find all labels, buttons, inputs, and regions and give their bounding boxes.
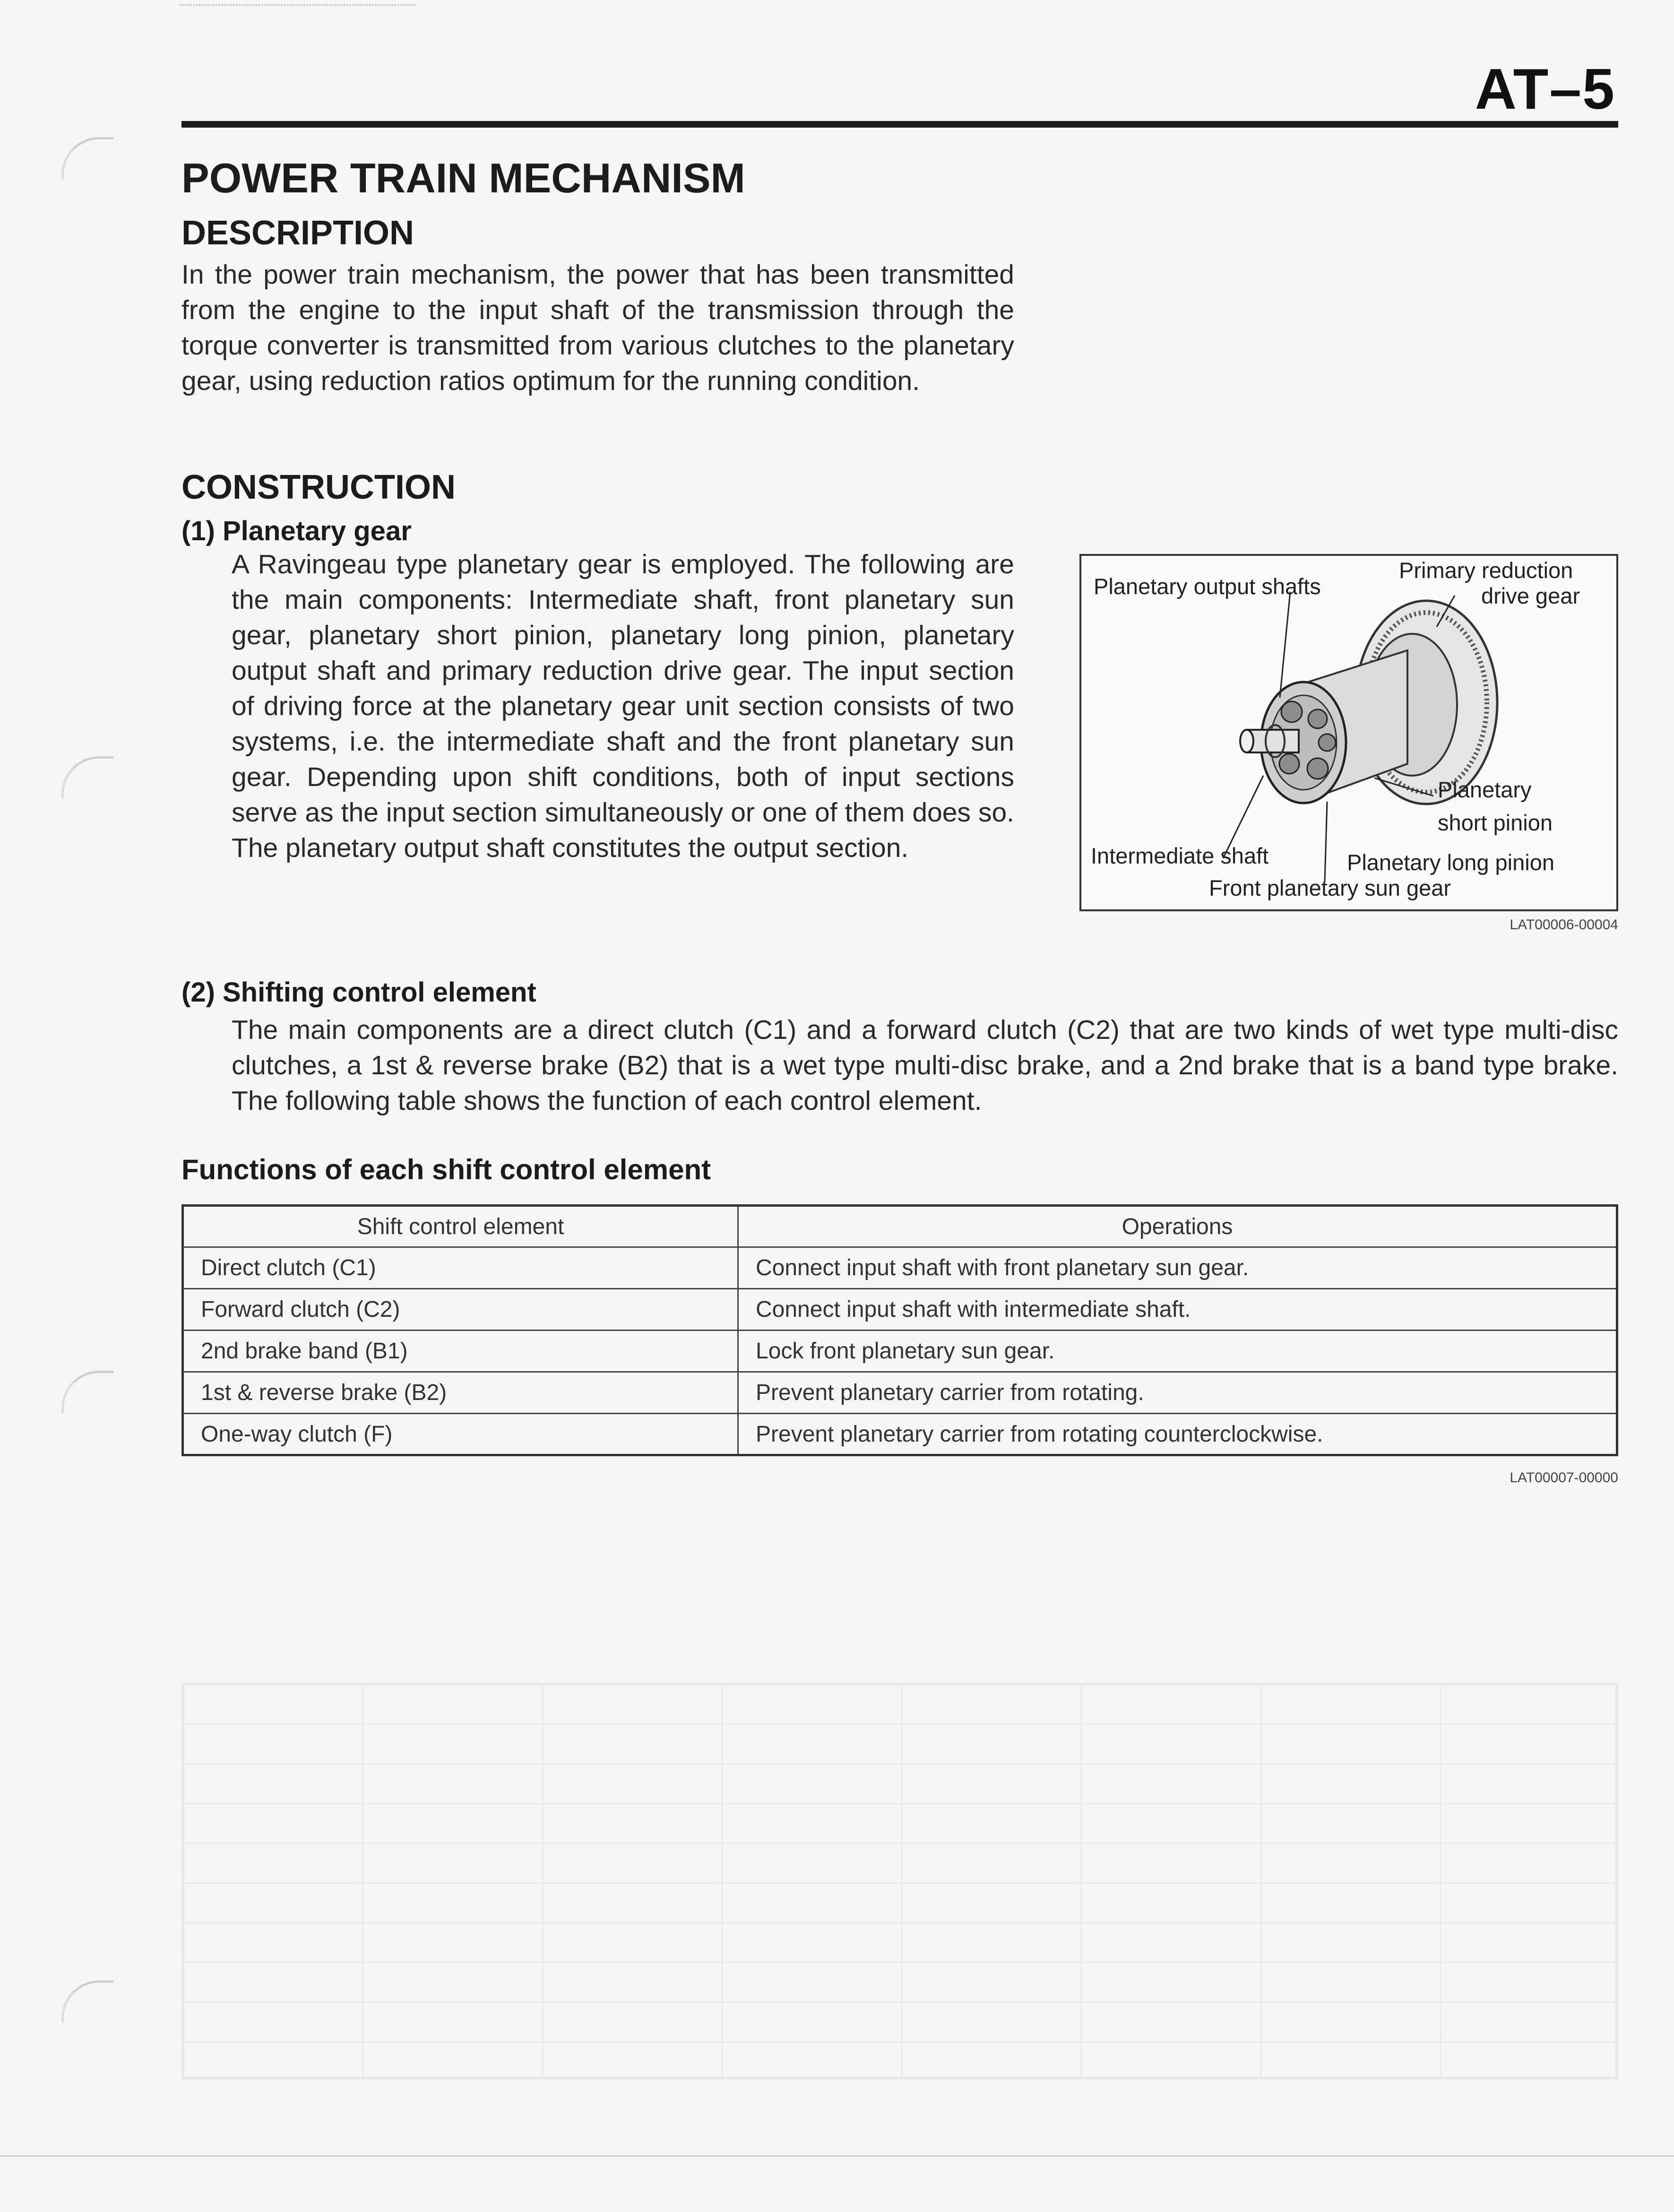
element-cell: 1st & reverse brake (B2) bbox=[183, 1372, 738, 1414]
table-title: Functions of each shift control element bbox=[181, 1154, 711, 1185]
operation-cell: Connect input shaft with intermediate shaft. bbox=[738, 1289, 1617, 1331]
description-body: In the power train mechanism, the power that has been transmitted from the engine to the input shaft of the transmission through the torque converter is transmitted from various clutches to the planetary gear, using reduction ratios optimum for the running condition. bbox=[181, 259, 1014, 396]
figure-code: LAT00006-00004 bbox=[1510, 917, 1618, 933]
table-row bbox=[183, 1331, 1617, 1372]
operation-cell: Prevent planetary carrier from rotating counterclockwise. bbox=[738, 1414, 1617, 1455]
table-row bbox=[183, 1247, 1617, 1289]
label-output-shafts: Planetary output shafts bbox=[1094, 574, 1321, 599]
label-primary-reduction-line1: Primary reduction bbox=[1399, 558, 1573, 583]
table-row bbox=[183, 1289, 1617, 1331]
planetary-gear-body: A Ravingeau type planetary gear is employed. The following are the main components: Intermediate shaft, front planetary sun gear, planetary short pinion, planetary long pinion, planetary output shaft and primary reduction drive gear. The input section of driving force at the planetary gear unit section consists of two systems, i.e. the intermediate shaft and the front planetary sun gear. Depending upon shift conditions, both of input sections serve as the input section simultaneously or one of them does so. The planetary output shaft constitutes the output section. bbox=[232, 549, 1014, 863]
intermediate-shaft-shape bbox=[1247, 730, 1299, 752]
description-heading: DESCRIPTION bbox=[181, 214, 414, 252]
element-cell: 2nd brake band (B1) bbox=[183, 1331, 738, 1372]
planetary-gear-heading: (1) Planetary gear bbox=[181, 516, 412, 546]
label-intermediate-shaft: Intermediate shaft bbox=[1091, 843, 1269, 868]
header-shift-control-element: Shift control element bbox=[183, 1206, 738, 1247]
top-scan-mark bbox=[180, 0, 416, 6]
show-through-table bbox=[181, 1683, 1618, 2080]
shifting-control-heading: (2) Shifting control element bbox=[181, 977, 536, 1008]
label-sun-gear: Front planetary sun gear bbox=[1209, 875, 1451, 900]
operation-cell: Prevent planetary carrier from rotating. bbox=[738, 1372, 1617, 1414]
table-header-row bbox=[183, 1206, 1617, 1247]
label-primary-reduction-line2: drive gear bbox=[1481, 583, 1580, 608]
binder-hole bbox=[61, 1980, 113, 2023]
element-cell: Direct clutch (C1) bbox=[183, 1247, 738, 1289]
binder-hole bbox=[61, 756, 113, 799]
header-operations: Operations bbox=[738, 1206, 1617, 1247]
label-short-pinion-line2: short pinion bbox=[1438, 810, 1553, 835]
element-cell: One-way clutch (F) bbox=[183, 1414, 738, 1455]
table-row bbox=[183, 1414, 1617, 1455]
page-number: AT–5 bbox=[1475, 57, 1615, 121]
table-row bbox=[183, 1372, 1617, 1414]
table-code: LAT00007-00000 bbox=[1510, 1470, 1618, 1486]
binder-hole bbox=[61, 1371, 113, 1413]
shifting-control-body: The main components are a direct clutch (C1) and a forward clutch (C2) that are two kinds of wet type multi-disc clutches, a 1st & reverse brake (B2) that is a wet type multi-disc brake, and a 2nd brake that is a band type brake. The following table shows the function of each control element. bbox=[232, 1015, 1618, 1116]
label-long-pinion: Planetary long pinion bbox=[1347, 850, 1554, 875]
element-cell: Forward clutch (C2) bbox=[183, 1289, 738, 1331]
operation-cell: Lock front planetary sun gear. bbox=[738, 1331, 1617, 1372]
operation-cell: Connect input shaft with front planetary sun gear. bbox=[738, 1247, 1617, 1289]
page-title: POWER TRAIN MECHANISM bbox=[181, 155, 745, 201]
page-bottom-edge bbox=[0, 2155, 1674, 2157]
label-short-pinion-line1: Planetary bbox=[1438, 777, 1532, 802]
header-rule bbox=[181, 121, 1618, 128]
functions-table bbox=[181, 1204, 1618, 1456]
binder-hole bbox=[61, 137, 113, 180]
planetary-gear-figure bbox=[1079, 554, 1618, 911]
construction-heading: CONSTRUCTION bbox=[181, 468, 456, 506]
